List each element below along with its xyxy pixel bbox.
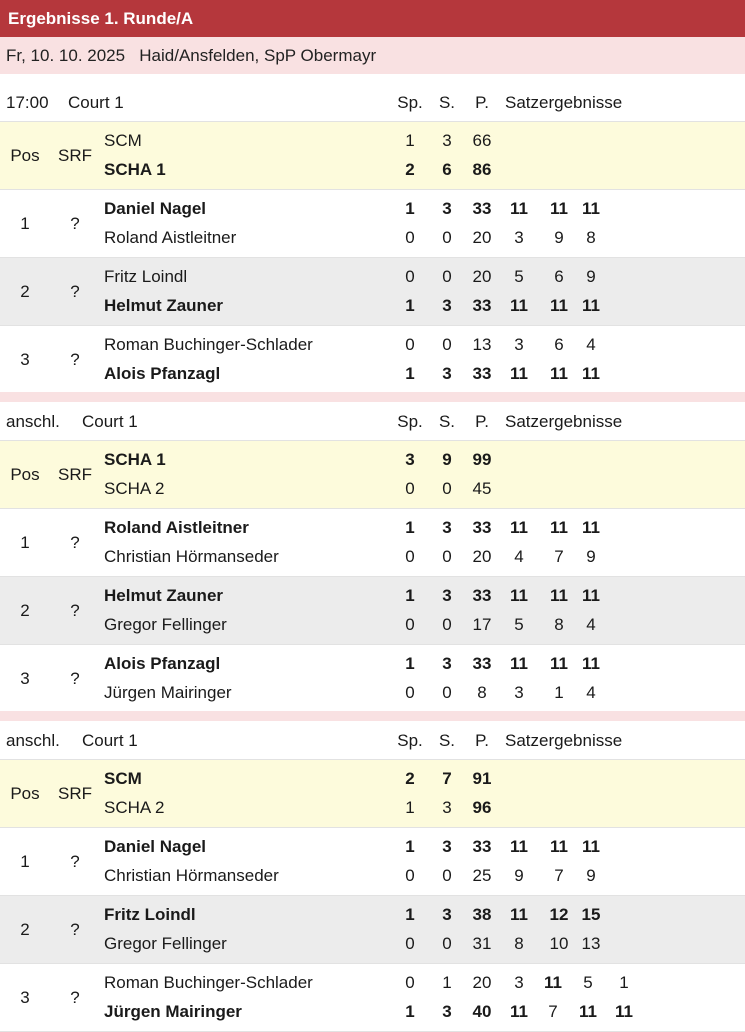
set-score: 9	[554, 228, 564, 247]
col-header-p: P.	[475, 731, 489, 750]
set-score: 11	[510, 364, 528, 383]
col-header-s: S.	[438, 93, 456, 112]
col-header-pos: Pos	[10, 784, 40, 803]
player-s: 0	[442, 267, 452, 286]
team-name: SCHA 1	[104, 450, 166, 469]
set-score: 9	[586, 547, 596, 566]
player-name: Roman Buchinger-Schlader	[104, 973, 313, 992]
set-score: 4	[586, 683, 596, 702]
player-p: 33	[472, 586, 492, 605]
set-score: 7	[548, 1002, 558, 1021]
game-row	[0, 896, 745, 964]
player-sp: 0	[405, 683, 415, 702]
player-s: 3	[442, 296, 452, 315]
set-score: 11	[582, 364, 600, 383]
match-header	[0, 722, 745, 760]
set-score: 8	[586, 228, 596, 247]
team-name: SCM	[104, 769, 142, 788]
player-s: 3	[442, 518, 452, 537]
player-p: 38	[472, 905, 492, 924]
team-name: SCHA 2	[104, 798, 165, 817]
player-s: 3	[442, 586, 452, 605]
player-p: 33	[472, 199, 492, 218]
col-header-p: P.	[475, 412, 489, 431]
team-p: 45	[472, 479, 492, 498]
set-score: 5	[514, 267, 524, 286]
team-p: 91	[472, 769, 492, 788]
col-header-sp: Sp.	[397, 93, 423, 112]
player-p: 40	[472, 1002, 492, 1021]
game-pos: 3	[20, 988, 30, 1007]
col-header-srf: SRF	[58, 146, 92, 165]
match-court: Court 1	[82, 412, 138, 431]
player-name: Christian Hörmanseder	[104, 866, 279, 885]
set-score: 4	[514, 547, 524, 566]
section-separator	[0, 711, 745, 721]
game-row	[0, 326, 745, 394]
set-score: 9	[514, 866, 524, 885]
team-p: 86	[472, 160, 492, 179]
match-header	[0, 84, 745, 122]
set-score: 11	[550, 654, 568, 673]
set-score: 3	[514, 973, 524, 992]
game-pos: 1	[20, 852, 30, 871]
game-srf: ?	[70, 350, 80, 369]
set-score: 11	[510, 586, 528, 605]
player-s: 3	[442, 1002, 452, 1021]
game-pos: 2	[20, 282, 30, 301]
player-s: 3	[442, 364, 452, 383]
game-row	[0, 190, 745, 258]
game-srf: ?	[70, 852, 80, 871]
team-s: 9	[442, 450, 452, 469]
player-s: 0	[442, 866, 452, 885]
player-name: Daniel Nagel	[104, 199, 207, 218]
team-sp: 2	[405, 160, 415, 179]
game-pos: 1	[20, 533, 30, 552]
game-srf: ?	[70, 920, 80, 939]
col-header-sets: Satzergebnisse	[505, 412, 623, 431]
player-p: 20	[472, 228, 492, 247]
player-p: 13	[472, 335, 492, 354]
set-score: 7	[554, 866, 564, 885]
player-name: Roland Aistleitner	[104, 228, 237, 247]
player-sp: 0	[405, 615, 415, 634]
player-sp: 1	[405, 654, 415, 673]
team-summary	[0, 441, 745, 509]
player-s: 0	[442, 547, 452, 566]
team-name: SCHA 2	[104, 479, 165, 498]
col-header-srf: SRF	[58, 784, 92, 803]
team-sp: 1	[405, 131, 415, 150]
set-score: 11	[510, 518, 528, 537]
team-name: SCHA 1	[104, 160, 166, 179]
set-score: 11	[582, 199, 600, 218]
player-p: 33	[472, 654, 492, 673]
team-p: 96	[472, 798, 492, 817]
set-score: 11	[550, 296, 568, 315]
team-sp: 3	[405, 450, 415, 469]
team-sp: 1	[405, 798, 415, 817]
player-name: Roland Aistleitner	[104, 518, 249, 537]
set-score: 11	[615, 1002, 633, 1021]
set-score: 9	[586, 866, 596, 885]
set-score: 6	[554, 335, 564, 354]
player-p: 25	[472, 866, 492, 885]
event-info: Fr, 10. 10. 2025 Haid/Ansfelden, SpP Obermayr	[0, 37, 745, 74]
game-pos: 3	[20, 350, 30, 369]
player-s: 0	[442, 683, 452, 702]
set-score: 11	[510, 1002, 528, 1021]
player-sp: 0	[405, 228, 415, 247]
set-score: 11	[550, 199, 568, 218]
match-time: 17:00	[6, 93, 49, 112]
player-name: Alois Pfanzagl	[104, 364, 221, 383]
player-p: 20	[472, 267, 492, 286]
col-header-s: S.	[438, 731, 456, 750]
player-name: Helmut Zauner	[104, 586, 224, 605]
set-score: 12	[549, 905, 569, 924]
team-p: 66	[472, 131, 492, 150]
set-score: 7	[554, 547, 564, 566]
player-sp: 1	[405, 296, 415, 315]
player-sp: 0	[405, 973, 415, 992]
player-p: 17	[472, 615, 492, 634]
game-row	[0, 509, 745, 577]
game-pos: 1	[20, 214, 30, 233]
match-time: anschl.	[6, 731, 60, 750]
player-p: 33	[472, 364, 492, 383]
set-score: 4	[586, 335, 596, 354]
player-name: Daniel Nagel	[104, 837, 207, 856]
set-score: 8	[554, 615, 564, 634]
team-p: 99	[472, 450, 492, 469]
set-score: 5	[583, 973, 593, 992]
player-sp: 1	[405, 837, 415, 856]
player-p: 20	[472, 547, 492, 566]
game-srf: ?	[70, 214, 80, 233]
col-header-sets: Satzergebnisse	[505, 731, 623, 750]
game-row	[0, 258, 745, 326]
player-name: Fritz Loindl	[104, 905, 196, 924]
player-name: Roman Buchinger-Schlader	[104, 335, 313, 354]
game-srf: ?	[70, 669, 80, 688]
col-header-pos: Pos	[10, 146, 40, 165]
team-s: 6	[442, 160, 452, 179]
player-sp: 0	[405, 934, 415, 953]
set-score: 6	[554, 267, 564, 286]
set-score: 11	[510, 905, 528, 924]
player-name: Gregor Fellinger	[104, 934, 227, 953]
set-score: 11	[550, 837, 568, 856]
player-s: 0	[442, 934, 452, 953]
set-score: 11	[550, 586, 568, 605]
set-score: 5	[514, 615, 524, 634]
set-score: 11	[582, 518, 600, 537]
game-pos: 2	[20, 601, 30, 620]
set-score: 11	[510, 296, 528, 315]
set-score: 11	[510, 654, 528, 673]
player-name: Jürgen Mairinger	[104, 1002, 242, 1021]
section-separator	[0, 392, 745, 402]
col-header-srf: SRF	[58, 465, 92, 484]
match-header	[0, 403, 745, 441]
match-block	[0, 84, 745, 394]
player-s: 0	[442, 615, 452, 634]
team-sp: 0	[405, 479, 415, 498]
set-score: 9	[586, 267, 596, 286]
player-sp: 1	[405, 905, 415, 924]
player-sp: 0	[405, 547, 415, 566]
player-sp: 1	[405, 586, 415, 605]
set-score: 11	[510, 199, 528, 218]
player-name: Helmut Zauner	[104, 296, 224, 315]
set-score: 8	[514, 934, 524, 953]
set-score: 3	[514, 335, 524, 354]
player-name: Alois Pfanzagl	[104, 654, 221, 673]
game-pos: 2	[20, 920, 30, 939]
set-score: 3	[514, 683, 524, 702]
match-block	[0, 722, 745, 1032]
player-name: Fritz Loindl	[104, 267, 188, 286]
col-header-sets: Satzergebnisse	[505, 93, 623, 112]
set-score: 11	[582, 837, 600, 856]
game-row	[0, 964, 745, 1032]
match-time: anschl.	[6, 412, 60, 431]
set-score: 11	[550, 364, 568, 383]
team-s: 3	[442, 131, 452, 150]
match-court: Court 1	[82, 731, 138, 750]
player-s: 0	[442, 335, 452, 354]
set-score: 11	[582, 296, 600, 315]
set-score: 15	[581, 905, 601, 924]
player-sp: 1	[405, 199, 415, 218]
set-score: 1	[554, 683, 564, 702]
team-summary	[0, 760, 745, 828]
set-score: 11	[510, 837, 528, 856]
game-row	[0, 645, 745, 713]
player-p: 33	[472, 518, 492, 537]
set-score: 4	[586, 615, 596, 634]
player-sp: 1	[405, 364, 415, 383]
player-s: 0	[442, 228, 452, 247]
set-score: 11	[582, 654, 600, 673]
player-sp: 0	[405, 335, 415, 354]
game-row	[0, 828, 745, 896]
team-s: 7	[442, 769, 452, 788]
set-score: 11	[544, 973, 562, 992]
player-name: Gregor Fellinger	[104, 615, 227, 634]
player-s: 3	[442, 837, 452, 856]
player-sp: 0	[405, 267, 415, 286]
team-summary	[0, 122, 745, 190]
page-title: Ergebnisse 1. Runde/A	[0, 0, 745, 37]
player-sp: 1	[405, 518, 415, 537]
game-srf: ?	[70, 533, 80, 552]
col-header-p: P.	[475, 93, 489, 112]
player-s: 1	[442, 973, 452, 992]
player-sp: 0	[405, 866, 415, 885]
match-court: Court 1	[68, 93, 124, 112]
player-s: 3	[442, 199, 452, 218]
team-sp: 2	[405, 769, 415, 788]
set-score: 10	[549, 934, 569, 953]
player-p: 20	[472, 973, 492, 992]
col-header-pos: Pos	[10, 465, 40, 484]
col-header-s: S.	[438, 412, 456, 431]
set-score: 11	[582, 586, 600, 605]
team-name: SCM	[104, 131, 142, 150]
set-score: 3	[514, 228, 524, 247]
player-s: 3	[442, 654, 452, 673]
player-name: Jürgen Mairinger	[104, 683, 232, 702]
game-pos: 3	[20, 669, 30, 688]
set-score: 11	[550, 518, 568, 537]
match-block	[0, 403, 745, 713]
player-name: Christian Hörmanseder	[104, 547, 279, 566]
game-srf: ?	[70, 601, 80, 620]
col-header-sp: Sp.	[397, 412, 423, 431]
player-sp: 1	[405, 1002, 415, 1021]
team-s: 0	[442, 479, 452, 498]
player-p: 8	[477, 683, 487, 702]
player-p: 33	[472, 296, 492, 315]
player-p: 31	[472, 934, 492, 953]
col-header-sp: Sp.	[397, 731, 423, 750]
set-score: 11	[579, 1002, 597, 1021]
set-score: 13	[581, 934, 601, 953]
player-p: 33	[472, 837, 492, 856]
game-srf: ?	[70, 282, 80, 301]
team-s: 3	[442, 798, 452, 817]
game-row	[0, 577, 745, 645]
set-score: 1	[619, 973, 629, 992]
game-srf: ?	[70, 988, 80, 1007]
player-s: 3	[442, 905, 452, 924]
